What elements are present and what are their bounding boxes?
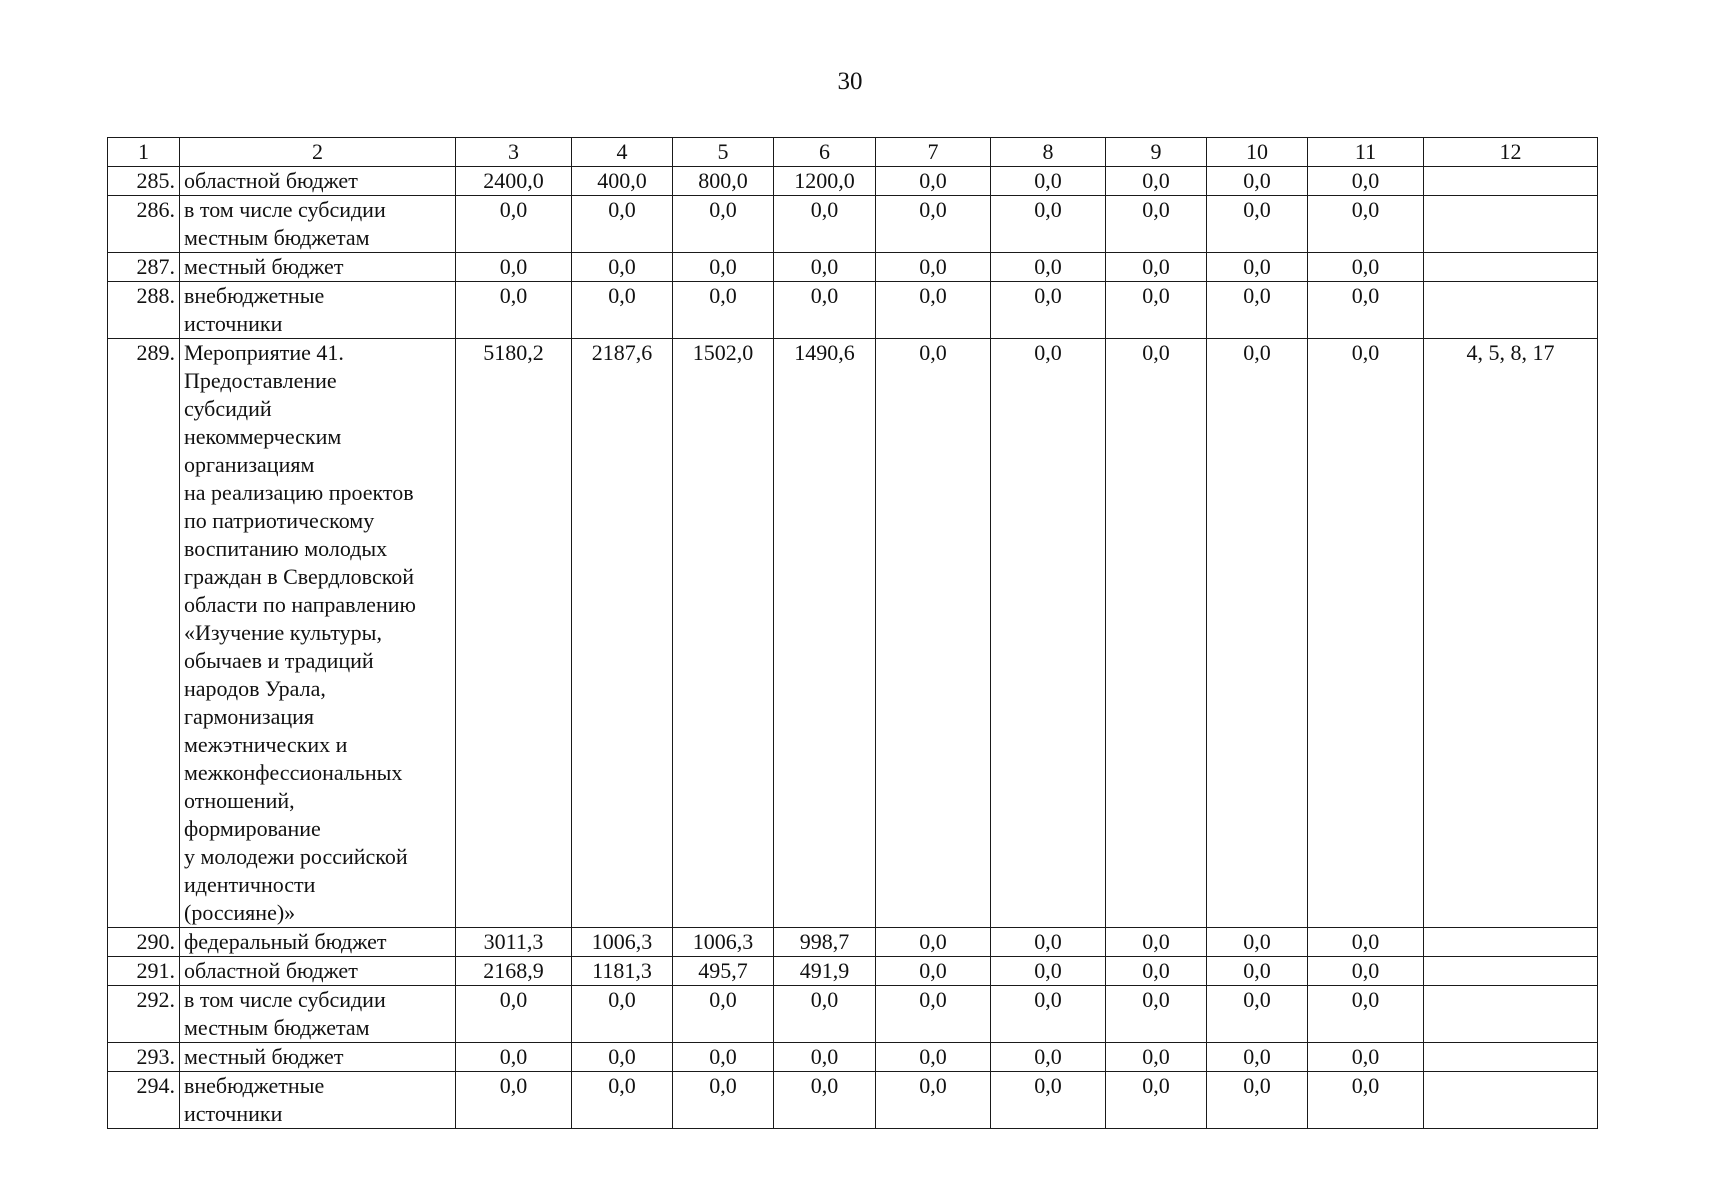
value-cell: 0,0	[1308, 957, 1424, 986]
table-row	[108, 986, 1598, 1043]
value-cell: 0,0	[991, 167, 1106, 196]
value-cell: 0,0	[572, 196, 673, 253]
table-row	[108, 957, 1598, 986]
target-indicators-cell	[1424, 196, 1598, 253]
row-name: в том числе субсидии местным бюджетам	[180, 986, 456, 1043]
value-cell: 0,0	[876, 282, 991, 339]
row-name: Мероприятие 41. Предоставление субсидий некоммерческим организациям на реализацию проектов по патриотическому воспитанию молодых граждан в Свердловской области по направлению «Изучение культуры, обычаев и традиций народов Урала, гармонизация межэтнических и межконфессиональных отношений, формирование у молодежи российской идентичности (россияне)»	[180, 339, 456, 928]
value-cell: 0,0	[991, 1072, 1106, 1129]
value-cell: 0,0	[1207, 196, 1308, 253]
table-row	[108, 928, 1598, 957]
column-header: 2	[180, 138, 456, 167]
value-cell: 0,0	[1308, 167, 1424, 196]
value-cell: 0,0	[673, 282, 774, 339]
value-cell: 0,0	[456, 196, 572, 253]
value-cell: 0,0	[1308, 1072, 1424, 1129]
row-number: 286.	[108, 196, 180, 253]
row-name: федеральный бюджет	[180, 928, 456, 957]
value-cell: 0,0	[572, 253, 673, 282]
value-cell: 0,0	[1207, 167, 1308, 196]
value-cell: 998,7	[774, 928, 876, 957]
row-name: внебюджетные источники	[180, 282, 456, 339]
value-cell: 1006,3	[673, 928, 774, 957]
value-cell: 0,0	[1106, 282, 1207, 339]
value-cell: 0,0	[1106, 986, 1207, 1043]
value-cell: 0,0	[673, 1072, 774, 1129]
row-name: местный бюджет	[180, 253, 456, 282]
value-cell: 1181,3	[572, 957, 673, 986]
header-row	[108, 138, 1598, 167]
row-number: 287.	[108, 253, 180, 282]
value-cell: 0,0	[1308, 928, 1424, 957]
value-cell: 0,0	[876, 253, 991, 282]
value-cell: 0,0	[673, 1043, 774, 1072]
value-cell: 0,0	[991, 1043, 1106, 1072]
table-row	[108, 196, 1598, 253]
value-cell: 1200,0	[774, 167, 876, 196]
column-header: 3	[456, 138, 572, 167]
row-name: местный бюджет	[180, 1043, 456, 1072]
value-cell: 0,0	[876, 928, 991, 957]
target-indicators-cell	[1424, 1043, 1598, 1072]
target-indicators-cell	[1424, 957, 1598, 986]
value-cell: 0,0	[1106, 253, 1207, 282]
value-cell: 0,0	[1207, 1072, 1308, 1129]
column-header: 1	[108, 138, 180, 167]
value-cell: 0,0	[456, 986, 572, 1043]
value-cell: 0,0	[876, 1043, 991, 1072]
value-cell: 0,0	[991, 253, 1106, 282]
value-cell: 0,0	[1106, 1043, 1207, 1072]
value-cell: 0,0	[572, 1043, 673, 1072]
value-cell: 0,0	[991, 282, 1106, 339]
row-number: 289.	[108, 339, 180, 928]
value-cell: 0,0	[1207, 986, 1308, 1043]
value-cell: 0,0	[673, 253, 774, 282]
value-cell: 0,0	[572, 282, 673, 339]
target-indicators-cell: 4, 5, 8, 17	[1424, 339, 1598, 928]
target-indicators-cell	[1424, 1072, 1598, 1129]
value-cell: 0,0	[1106, 339, 1207, 928]
value-cell: 0,0	[1207, 282, 1308, 339]
table-row	[108, 253, 1598, 282]
value-cell: 0,0	[1207, 339, 1308, 928]
page-number: 30	[837, 68, 863, 95]
value-cell: 0,0	[991, 928, 1106, 957]
value-cell: 0,0	[774, 1072, 876, 1129]
table-body	[108, 138, 1598, 1129]
value-cell: 0,0	[991, 339, 1106, 928]
value-cell: 0,0	[1207, 253, 1308, 282]
value-cell: 800,0	[673, 167, 774, 196]
table-row	[108, 1072, 1598, 1129]
value-cell: 5180,2	[456, 339, 572, 928]
value-cell: 0,0	[1106, 196, 1207, 253]
value-cell: 0,0	[456, 1043, 572, 1072]
target-indicators-cell	[1424, 253, 1598, 282]
budget-table	[107, 137, 1598, 1129]
value-cell: 0,0	[876, 957, 991, 986]
value-cell: 495,7	[673, 957, 774, 986]
value-cell: 0,0	[991, 986, 1106, 1043]
value-cell: 0,0	[1207, 1043, 1308, 1072]
value-cell: 1490,6	[774, 339, 876, 928]
value-cell: 0,0	[673, 986, 774, 1043]
value-cell: 0,0	[774, 1043, 876, 1072]
table-row	[108, 1043, 1598, 1072]
value-cell: 0,0	[456, 253, 572, 282]
column-header: 6	[774, 138, 876, 167]
column-header: 4	[572, 138, 673, 167]
value-cell: 491,9	[774, 957, 876, 986]
value-cell: 0,0	[1106, 1072, 1207, 1129]
row-number: 290.	[108, 928, 180, 957]
row-number: 285.	[108, 167, 180, 196]
value-cell: 0,0	[774, 282, 876, 339]
row-name: внебюджетные источники	[180, 1072, 456, 1129]
value-cell: 0,0	[1207, 957, 1308, 986]
target-indicators-cell	[1424, 282, 1598, 339]
column-header: 12	[1424, 138, 1598, 167]
value-cell: 0,0	[1106, 957, 1207, 986]
value-cell: 0,0	[572, 1072, 673, 1129]
value-cell: 0,0	[876, 196, 991, 253]
column-header: 5	[673, 138, 774, 167]
value-cell: 0,0	[456, 1072, 572, 1129]
value-cell: 0,0	[1308, 282, 1424, 339]
value-cell: 0,0	[1308, 986, 1424, 1043]
value-cell: 3011,3	[456, 928, 572, 957]
row-number: 291.	[108, 957, 180, 986]
row-number: 294.	[108, 1072, 180, 1129]
column-header: 11	[1308, 138, 1424, 167]
value-cell: 0,0	[1308, 253, 1424, 282]
value-cell: 0,0	[991, 196, 1106, 253]
target-indicators-cell	[1424, 928, 1598, 957]
value-cell: 1006,3	[572, 928, 673, 957]
value-cell: 0,0	[774, 986, 876, 1043]
value-cell: 0,0	[1308, 339, 1424, 928]
value-cell: 0,0	[774, 253, 876, 282]
value-cell: 2400,0	[456, 167, 572, 196]
value-cell: 0,0	[991, 957, 1106, 986]
column-header: 7	[876, 138, 991, 167]
value-cell: 0,0	[876, 1072, 991, 1129]
row-name: областной бюджет	[180, 957, 456, 986]
column-header: 10	[1207, 138, 1308, 167]
value-cell: 0,0	[572, 986, 673, 1043]
value-cell: 0,0	[673, 196, 774, 253]
value-cell: 0,0	[774, 196, 876, 253]
row-number: 288.	[108, 282, 180, 339]
value-cell: 0,0	[1308, 1043, 1424, 1072]
column-header: 9	[1106, 138, 1207, 167]
target-indicators-cell	[1424, 986, 1598, 1043]
value-cell: 1502,0	[673, 339, 774, 928]
value-cell: 0,0	[1207, 928, 1308, 957]
value-cell: 0,0	[876, 339, 991, 928]
value-cell: 0,0	[876, 167, 991, 196]
target-indicators-cell	[1424, 167, 1598, 196]
value-cell: 0,0	[1106, 167, 1207, 196]
row-number: 292.	[108, 986, 180, 1043]
row-number: 293.	[108, 1043, 180, 1072]
column-header: 8	[991, 138, 1106, 167]
table-row	[108, 167, 1598, 196]
value-cell: 2187,6	[572, 339, 673, 928]
value-cell: 0,0	[1308, 196, 1424, 253]
value-cell: 0,0	[1106, 928, 1207, 957]
value-cell: 2168,9	[456, 957, 572, 986]
value-cell: 400,0	[572, 167, 673, 196]
table-row	[108, 339, 1598, 928]
value-cell: 0,0	[456, 282, 572, 339]
row-name: в том числе субсидии местным бюджетам	[180, 196, 456, 253]
row-name: областной бюджет	[180, 167, 456, 196]
value-cell: 0,0	[876, 986, 991, 1043]
table-row	[108, 282, 1598, 339]
